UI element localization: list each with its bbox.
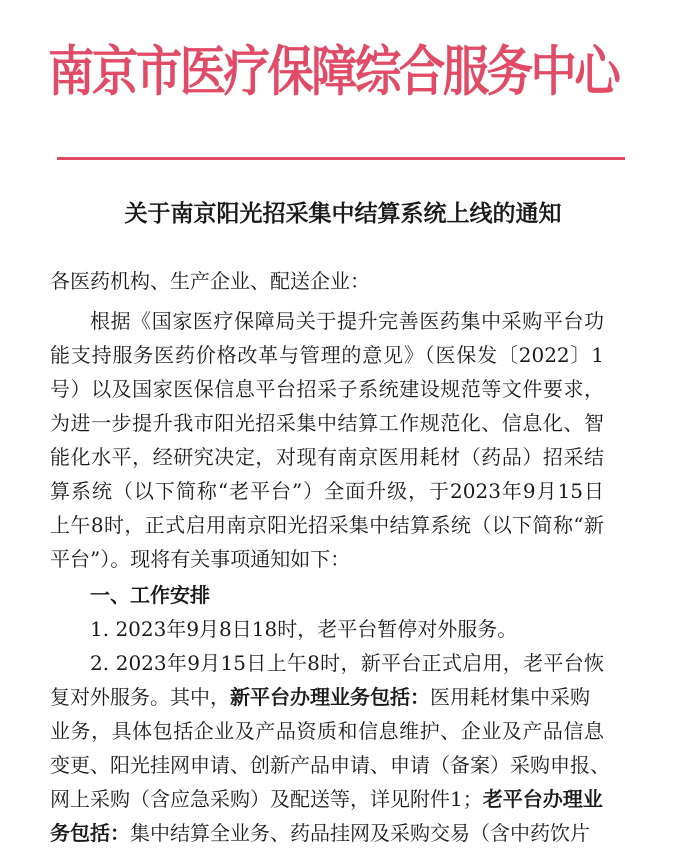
document-title: 关于南京阳光招采集中结算系统上线的通知 <box>124 200 562 227</box>
salutation: 各医药机构、生产企业、配送企业： <box>50 269 370 293</box>
paragraph-line <box>50 784 603 814</box>
paragraph-line <box>50 818 590 848</box>
paragraph-line: 业务，具体包括企业及产品资质和信息维护、企业及产品信息 <box>50 719 604 743</box>
paragraph-line: 根据《国家医疗保障局关于提升完善医药集中采购平台功 <box>90 309 604 333</box>
paragraph-text: 集中结算全业务、药品挂网及采购交易（含中药饮片 <box>130 821 590 845</box>
paragraph-line: 为进一步提升我市阳光招采集中结算工作规范化、信息化、智 <box>50 411 604 435</box>
paragraph-line: 上午8时，正式启用南京阳光招采集中结算系统（以下简称“新 <box>50 513 604 537</box>
paragraph-line: 号）以及国家医保信息平台招采子系统建设规范等文件要求， <box>50 377 604 401</box>
header-divider <box>57 157 625 160</box>
section-heading: 一、工作安排 <box>90 583 210 607</box>
paragraph-line: 能支持服务医药价格改革与管理的意见》（医保发〔2022〕1 <box>50 343 604 367</box>
paragraph-line: 算系统（以下简称“老平台”）全面升级，于2023年9月15日 <box>50 479 604 503</box>
paragraph-line: 平台”）。现将有关事项通知如下： <box>50 547 351 571</box>
paragraph-text: 复对外服务。其中， <box>50 685 230 709</box>
paragraph-text: 医用耗材集中采购 <box>430 685 590 709</box>
paragraph-line: 变更、阳光挂网申请、创新产品申请、申请（备案）采购申报、 <box>50 753 610 777</box>
paragraph-line <box>50 682 590 712</box>
paragraph-text: 网上采购（含应急采购）及配送等，详见附件1； <box>50 787 483 811</box>
bold-phrase: 务包括： <box>50 821 130 845</box>
bold-phrase: 老平台办理业 <box>482 787 603 811</box>
bold-phrase: 新平台办理业务包括： <box>230 685 430 709</box>
issuing-organization-header: 南京市医疗保障综合服务中心 <box>48 39 619 103</box>
paragraph-line: 能化水平，经研究决定，对现有南京医用耗材（药品）招采结 <box>50 445 604 469</box>
list-item: 1. 2023年9月8日18时，老平台暂停对外服务。 <box>90 617 518 641</box>
list-item: 2. 2023年9月15日上午8时，新平台正式启用，老平台恢 <box>90 651 604 675</box>
